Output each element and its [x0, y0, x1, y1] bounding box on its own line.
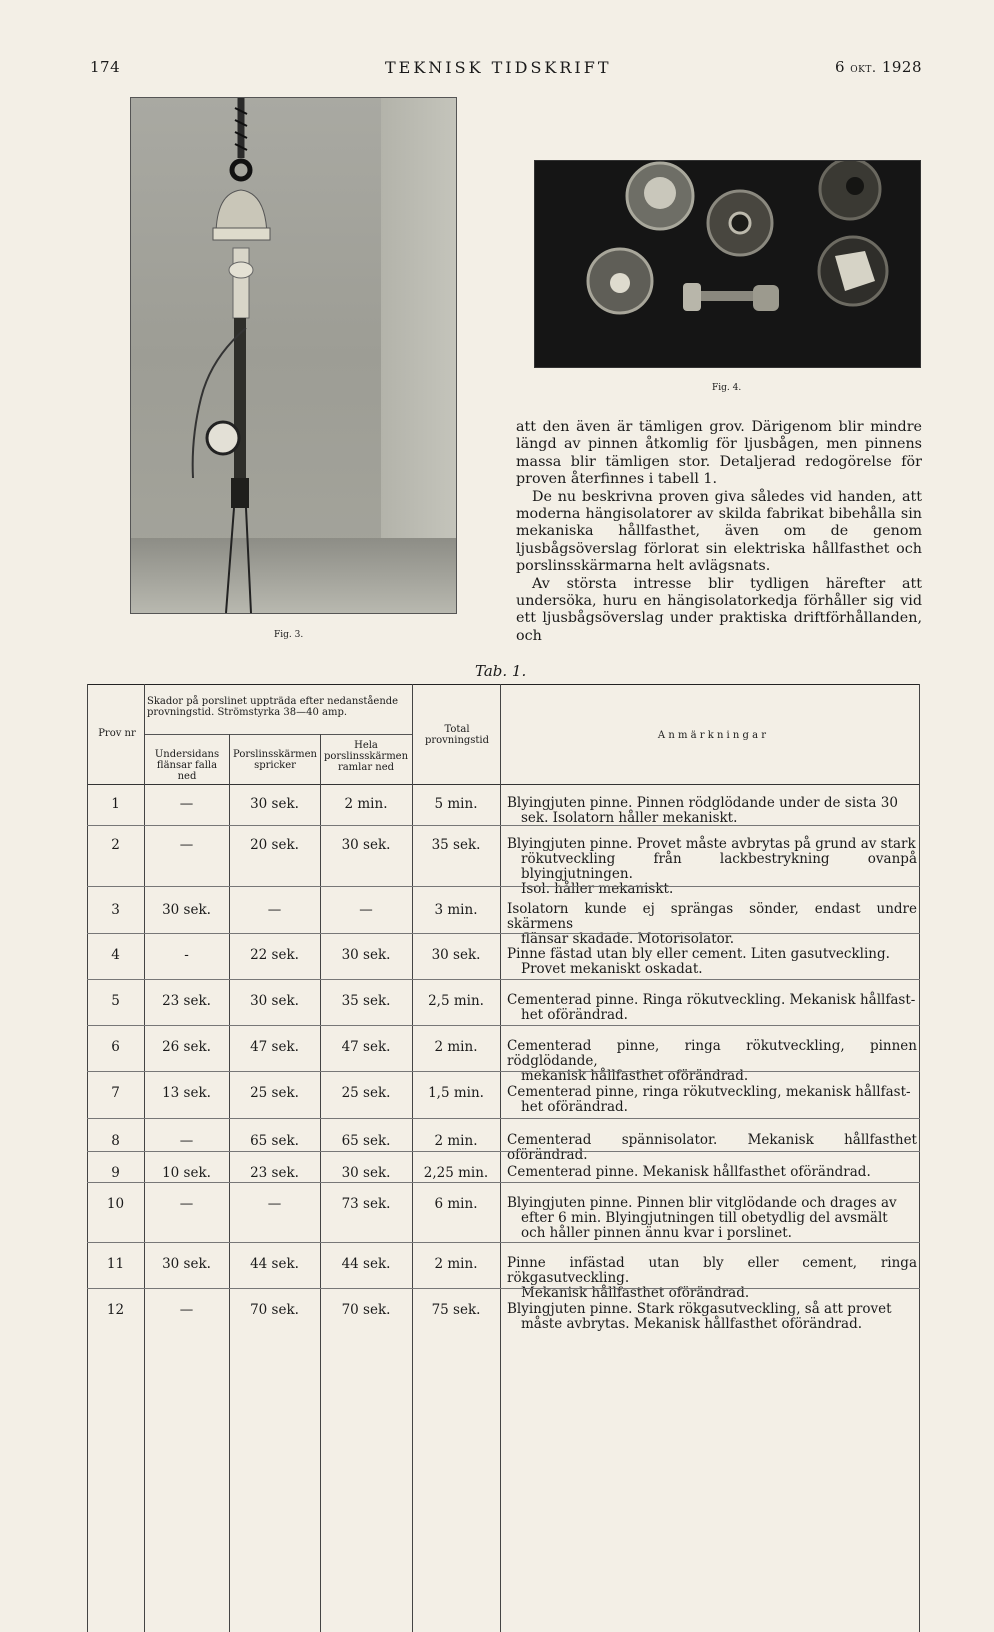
cell-c3: 73 sek. [341, 1196, 391, 1212]
row-divider [87, 1288, 920, 1289]
cell-total: 2 min. [434, 1256, 478, 1272]
cell-c3: 47 sek. [341, 1039, 391, 1055]
remark-line: Cementerad pinne. Mekanisk hållfasthet oförändrad. [507, 1164, 871, 1180]
cell-c1: — [179, 837, 194, 853]
row-divider [87, 886, 920, 887]
remark-line: Cementerad pinne, ringa rökutveckling, mekanisk hållfast- [507, 1084, 911, 1100]
cell-remarks [507, 1256, 917, 1301]
cell-c3: 70 sek. [341, 1302, 391, 1318]
remark-line: Blyingjuten pinne. Pinnen rödglödande under de sista 30 [507, 795, 898, 811]
cell-nr: 7 [111, 1085, 120, 1101]
header-shield-cracks: Porslinsskärmen spricker [233, 749, 317, 771]
remark-line: mekanisk hållfasthet oförändrad. [521, 1068, 749, 1084]
cell-remarks [507, 947, 917, 977]
issue-date [835, 58, 922, 76]
cell-nr: 12 [106, 1302, 125, 1318]
remark-line: Isol. håller mekaniskt. [521, 881, 674, 897]
table-title: Tab. 1. [475, 662, 527, 680]
cell-nr: 8 [111, 1133, 120, 1149]
issue-day: 6 [834, 58, 845, 76]
cell-remarks [507, 1165, 917, 1180]
cell-c2: 70 sek. [250, 1302, 299, 1318]
figure-4-photo [534, 160, 921, 368]
cell-c3: 35 sek. [341, 993, 391, 1009]
cell-c1: 10 sek. [162, 1165, 211, 1181]
article-body [516, 419, 922, 645]
remark-line: Cementerad pinne. Ringa rökutveckling. Mekanisk hållfast- [507, 992, 916, 1008]
cell-c2: 44 sek. [250, 1256, 299, 1272]
remark-line: efter 6 min. Blyingjutningen till obetydlig del avsmält [521, 1210, 888, 1226]
cell-c1: — [179, 1302, 194, 1318]
cell-remarks [507, 993, 917, 1023]
cell-c3: 2 min. [344, 796, 388, 812]
remark-line: Pinne fästad utan bly eller cement. Liten gasutveckling. [507, 946, 890, 962]
cell-c3: 65 sek. [341, 1133, 391, 1149]
remark-line: och håller pinnen ännu kvar i porslinet. [521, 1225, 792, 1241]
paragraph-3: Av största intresse blir tydligen härefter att undersöka, huru en hängisolatorkedja förhåller sig vid ett ljusbågsöverslag under praktiska driftförhållanden, och [516, 575, 922, 644]
issue-year: 1928 [881, 58, 922, 76]
cell-c1: — [179, 1196, 194, 1212]
cell-c2: 47 sek. [250, 1039, 299, 1055]
row-divider [87, 1025, 920, 1026]
cell-c2: 22 sek. [250, 947, 299, 963]
cell-remarks [507, 796, 917, 826]
cell-total: 2,5 min. [428, 993, 484, 1009]
cell-nr: 2 [111, 837, 120, 853]
journal-title: TEKNISK TIDSKRIFT [385, 58, 612, 77]
cell-remarks [507, 1196, 917, 1241]
figure-4-caption: Fig. 4. [712, 383, 742, 393]
cell-total: 6 min. [434, 1196, 478, 1212]
cell-c2: — [267, 1196, 282, 1212]
row-divider [87, 1118, 920, 1119]
cell-c1: 30 sek. [162, 902, 211, 918]
cell-remarks [507, 1302, 917, 1332]
remark-line: rökutveckling från lackbestrykning ovanpå blyingjutningen. [521, 851, 917, 882]
row-divider [87, 825, 920, 826]
insulator-chain-illustration [131, 98, 456, 613]
cell-remarks [507, 837, 917, 897]
cell-c3: 25 sek. [341, 1085, 391, 1101]
cell-total: 2 min. [434, 1133, 478, 1149]
header-damage-group: Skador på porslinet uppträda efter nedanstående provningstid. Strömstyrka 38—40 amp. [147, 696, 399, 718]
cell-c3: 30 sek. [341, 947, 391, 963]
cell-total: 30 sek. [431, 947, 481, 963]
cell-remarks [507, 902, 917, 947]
cell-c1: - [184, 947, 189, 963]
cell-c2: 30 sek. [250, 796, 299, 812]
figure-3-photo [130, 97, 457, 614]
cell-total: 3 min. [434, 902, 478, 918]
figure-3-caption: Fig. 3. [274, 630, 304, 640]
row-divider [87, 1151, 920, 1152]
cell-total: 1,5 min. [428, 1085, 484, 1101]
cell-remarks [507, 1039, 917, 1084]
cell-total: 5 min. [434, 796, 478, 812]
header-shield-falls: Hela porslinsskärmen ramlar ned [323, 740, 409, 773]
cell-nr: 4 [111, 947, 120, 963]
remark-line: Cementerad pinne, ringa rökutveckling, pinnen rödglödande, [507, 1038, 917, 1069]
cell-total: 2,25 min. [423, 1165, 489, 1181]
row-divider [87, 1242, 920, 1243]
header-flanges-fall: Undersidans flänsar falla ned [154, 749, 220, 782]
cell-c2: 23 sek. [250, 1165, 299, 1181]
row-divider [87, 933, 920, 934]
cell-c2: 25 sek. [250, 1085, 299, 1101]
remark-line: sek. Isolatorn håller mekaniskt. [521, 810, 738, 826]
cell-c3: 30 sek. [341, 1165, 391, 1181]
remark-line: Isolatorn kunde ej sprängas sönder, endast undre skärmens [507, 901, 917, 932]
remark-line: het oförändrad. [521, 1007, 628, 1023]
cell-c1: — [179, 796, 194, 812]
row-divider [87, 979, 920, 980]
damaged-insulators-illustration [535, 161, 920, 367]
cell-c2: 65 sek. [250, 1133, 299, 1149]
issue-month: okt. [850, 61, 877, 76]
cell-total: 35 sek. [431, 837, 481, 853]
cell-c2: 20 sek. [250, 837, 299, 853]
header-remarks: A n m ä r k n i n g a r [657, 730, 767, 741]
cell-c2: — [267, 902, 282, 918]
cell-nr: 10 [106, 1196, 125, 1212]
cell-total: 2 min. [434, 1039, 478, 1055]
header-prov-nr: Prov nr [98, 728, 136, 739]
cell-c1: 26 sek. [162, 1039, 211, 1055]
cell-c1: — [179, 1133, 194, 1149]
remark-line: Blyingjuten pinne. Stark rökgasutveckling, så att provet [507, 1301, 892, 1317]
cell-c2: 30 sek. [250, 993, 299, 1009]
cell-c3: 30 sek. [341, 837, 391, 853]
cell-c1: 23 sek. [162, 993, 211, 1009]
remark-line: Provet mekaniskt oskadat. [521, 961, 703, 977]
paragraph-2: De nu beskrivna proven giva således vid handen, att moderna hängisolatorer av skilda fabrikat bibehålla sin mekaniska hållfasthet, även om de genom ljusbågsöverslag förlorat sin elektriska hållfasthet och porslinsskärmarna helt avlägsnats. [516, 488, 922, 575]
cell-c3: 44 sek. [341, 1256, 391, 1272]
cell-c3: — [359, 902, 373, 918]
remark-line: Cementerad spännisolator. Mekanisk hållfasthet oförändrad. [507, 1132, 917, 1163]
row-divider [87, 1071, 920, 1072]
cell-nr: 6 [111, 1039, 120, 1055]
cell-nr: 3 [111, 902, 120, 918]
page-number: 174 [90, 58, 121, 76]
cell-c1: 13 sek. [162, 1085, 211, 1101]
remark-line: måste avbrytas. Mekanisk hållfasthet oförändrad. [521, 1316, 863, 1332]
cell-remarks [507, 1085, 917, 1115]
cell-nr: 5 [111, 993, 120, 1009]
paragraph-1: att den även är tämligen grov. Därigenom blir mindre längd av pinnen åtkomlig för ljusbågen, men pinnens massa blir tämligen stor. Detaljerad redogörelse för proven återfinnes i tabell 1. [516, 419, 922, 488]
cell-nr: 11 [106, 1256, 125, 1272]
remark-line: Blyingjuten pinne. Provet måste avbrytas på grund av stark [507, 836, 916, 852]
remark-line: het oförändrad. [521, 1099, 628, 1115]
cell-total: 75 sek. [431, 1302, 481, 1318]
remark-line: Pinne infästad utan bly eller cement, ringa rökgasutveckling. [507, 1255, 917, 1286]
remark-line: flänsar skadade. Motorisolator. [521, 931, 735, 947]
row-divider [87, 1182, 920, 1183]
cell-nr: 9 [111, 1165, 120, 1181]
remark-line: Blyingjuten pinne. Pinnen blir vitglödande och drages av [507, 1195, 897, 1211]
cell-c1: 30 sek. [162, 1256, 211, 1272]
header-total-time: Total provningstid [424, 724, 490, 746]
remark-line: Mekanisk hållfasthet oförändrad. [521, 1285, 750, 1301]
cell-remarks [507, 1133, 917, 1163]
cell-nr: 1 [111, 796, 120, 812]
